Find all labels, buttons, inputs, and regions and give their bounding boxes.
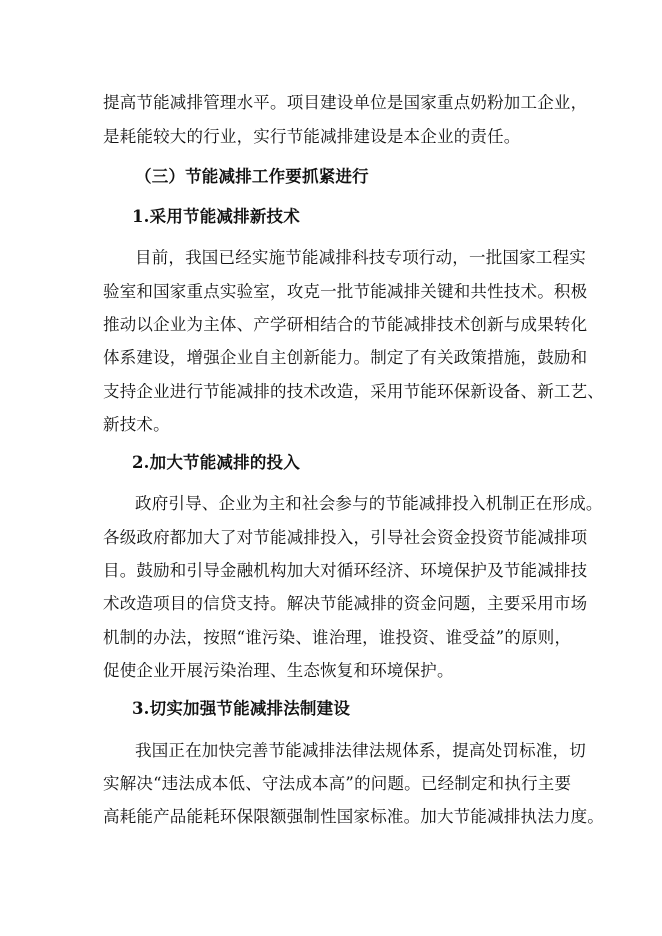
body-text-line: 提高节能减排管理水平。项目建设单位是国家重点奶粉加工企业， [103,93,588,112]
body-text-line: 机制的办法，按照“谁污染、谁治理，谁投资、谁受益”的原则， [103,628,572,647]
body-text-line: 目。鼓励和引导金融机构加大对循环经济、环境保护及节能减排技 [103,561,588,580]
subsection-heading-2: 2.加大节能减排的投入 [132,453,300,472]
body-text-line: 实解决“违法成本低、守法成本高”的问题。已经制定和执行主要 [103,774,572,793]
body-text-line: 支持企业进行节能减排的技术改造，采用节能环保新设备、新工艺、 [103,382,604,401]
body-text-line: 术改造项目的信贷支持。解决节能减排的资金问题，主要采用市场 [103,594,588,613]
body-text-line: 目前，我国已经实施节能减排科技专项行动，一批国家工程实 [135,248,586,267]
body-text-line: 新技术。 [103,415,170,434]
body-text-line: 推动以企业为主体、产学研相结合的节能减排技术创新与成果转化 [103,315,588,334]
body-text-line: 促使企业开展污染治理、生态恢复和环境保护。 [103,661,454,680]
subsection-heading-3: 3.切实加强节能减排法制建设 [132,699,351,718]
body-text-line: 各级政府都加大了对节能减排投入，引导社会资金投资节能减排项 [103,528,588,547]
body-text-line: 我国正在加快完善节能减排法律法规体系，提高处罚标准，切 [135,741,586,760]
body-text-line: 体系建设，增强企业自主创新能力。制定了有关政策措施，鼓励和 [103,348,588,367]
subsection-heading-1: 1.采用节能减排新技术 [132,207,300,226]
body-text-line: 验室和国家重点实验室，攻克一批节能减排关键和共性技术。积极 [103,282,588,301]
body-text-line: 是耗能较大的行业，实行节能减排建设是本企业的责任。 [103,127,521,146]
body-text-line: 高耗能产品能耗环保限额强制性国家标准。加大节能减排执法力度。 [103,807,604,826]
section-heading: （三）节能减排工作要抓紧进行 [135,167,369,186]
body-text-line: 政府引导、企业为主和社会参与的节能减排投入机制正在形成。 [135,494,603,513]
